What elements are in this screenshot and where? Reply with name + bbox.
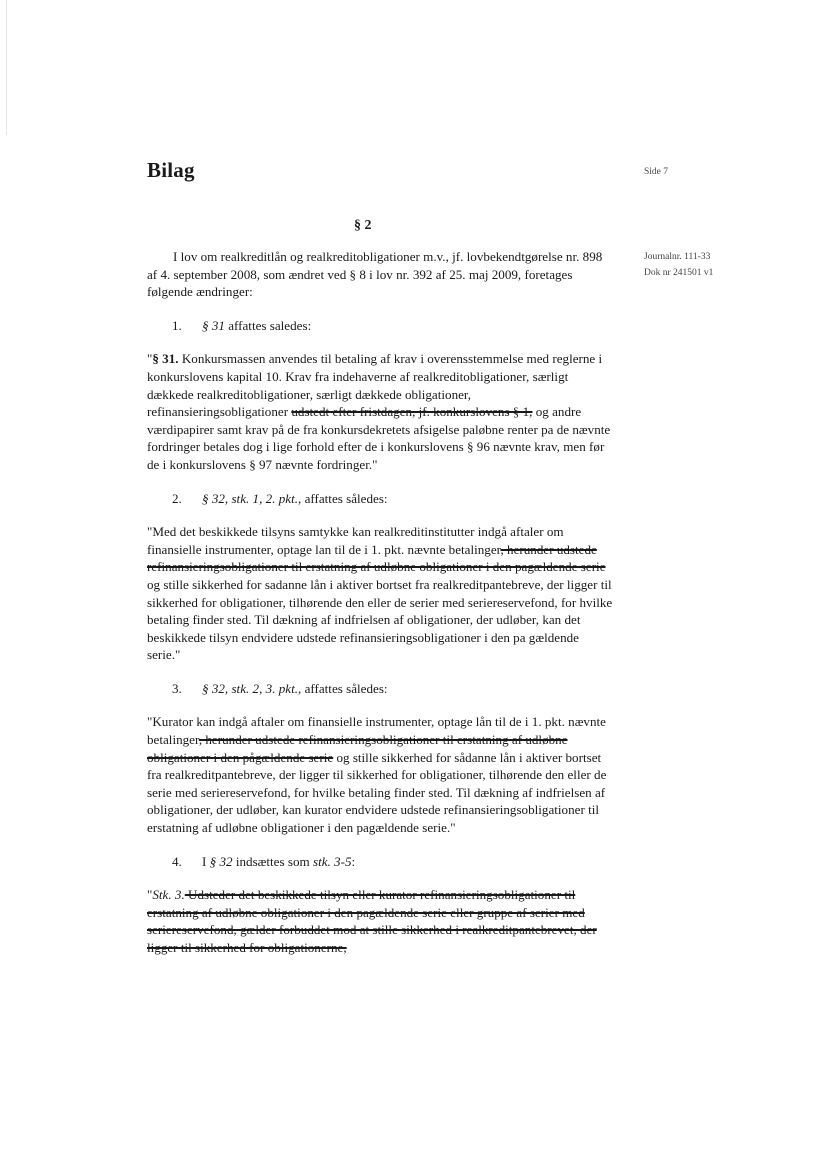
amendment-reference: § 31: [202, 317, 225, 333]
amendment-4-text: [147, 886, 615, 956]
amendment-3-heading: [172, 680, 615, 698]
amendment-reference: § 32, stk. 2, 3. pkt.: [202, 680, 299, 696]
amendment-tail: :: [351, 853, 356, 869]
struck-text: , herunder udstede refinansieringsobligationer til erstatning af udløbne obligationer i den pagældende serie: [147, 541, 606, 575]
intro-paragraph: I lov om realkreditlån og realkreditobligationer m.v., jf. lovbekendtgørelse nr. 898 af 4. september 2008, som ændret ved § 8 i lov nr. 392 af 25. maj 2009, foretages følgende ændringer:: [147, 249, 603, 300]
amendment-2-heading: [172, 490, 615, 508]
amendment-prefix: I: [202, 853, 210, 869]
amendment-2-text: [147, 523, 615, 664]
quote-open: ": [147, 351, 153, 367]
amendment-1-heading: [172, 317, 615, 335]
quote-text: "Kurator kan indgå aftaler om finansielle instrumenter, optage lån til de i 1. pkt. nævnte betalinger: [147, 714, 606, 748]
amendment-3-text: [147, 713, 615, 836]
left-margin-rule: [6, 0, 7, 135]
amendment-1-text: [147, 350, 615, 473]
quote-text: "Med det beskikkede tilsyns samtykke kan realkreditinstitutter indgå aftaler om finansielle instrumenter, optage lan til de i 1. pkt. nævnte betalinger: [147, 524, 564, 557]
struck-text: Udsteder det beskikkede tilsyn eller kurator refinansieringsobligationer til erstatning af udløbne obligationer i den pagældende serie eller gruppe af serier med seriereservefond, gælder forbuddet mod at stille sikkerhed i realkreditpantebrevet, der ligger til sikkerhed for obligationerne,: [147, 887, 597, 955]
amendment-number: 2.: [172, 490, 182, 506]
amendment-reference: § 32: [209, 853, 233, 869]
amendment-tail: affattes saledes:: [224, 317, 312, 333]
document-body: [147, 248, 615, 957]
page-label: Side 7: [644, 167, 669, 177]
quote-text: Konkursmassen anvendes til betaling af krav i overensstemmelse med reglerne i konkurslovens kapital 10. Krav fra indehaverne af realkreditobligationer, særligt dækkede realkreditobligationer, særligt dækkede obligationer, refinansieringsobligationer: [147, 351, 603, 420]
journal-number: Journalnr. 111-33: [644, 252, 711, 262]
amendment-number: 4.: [172, 853, 182, 869]
amendment-number: 3.: [172, 680, 182, 696]
amendment-subsections: stk. 3-5: [312, 853, 352, 869]
struck-text: , herunder udstede refinansieringsobligationer til erstatning af udløbne obligationer i den pågældende serie: [147, 732, 568, 765]
paragraph-lead: § 31.: [152, 351, 179, 367]
quote-text: og andre værdipapirer samt krav på de fra konkursdekretets afsigelse paløbne renter pa de nævnte fordringer betales dog i lige forhold efter de i konkurslovens § 96 nævnte krav, men før de i konkurslovens § 97 nævnte fordringer.": [147, 404, 611, 472]
amendment-reference: § 32, stk. 1, 2. pkt.: [202, 490, 299, 506]
amendment-number: 1.: [172, 317, 182, 333]
subsection-lead: Stk. 3.: [152, 887, 185, 903]
document-number: Dok nr 241501 v1: [644, 268, 714, 278]
page-title: Bilag: [147, 158, 195, 182]
amendment-tail: , affattes således:: [298, 490, 388, 506]
quote-text: og stille sikkerhed for sadanne lån i aktiver bortset fra realkreditpantebreve, der ligger til sikkerhed for obligationer, tilhørende den eller de serier med seriereservefond, for hvilke betaling finder sted. Til dækning af indfrielsen af obligationer, der udløber, kan det beskikkede tilsyn endvidere udstede refinansieringsobligationer i den pa gældende serie.": [147, 576, 613, 663]
struck-text: udstedt efter fristdagen, jf. konkurslovens § 1,: [291, 404, 533, 420]
quote-text: og stille sikkerhed for sådanne lån i aktiver bortset fra realkreditpantebreve, der ligger til sikkerhed for obligationer, tilhørende den eller de serie med seriereservefond, for hvilke betaling finder sted. Til dækning af indfrielsen af obligationer, der udløber, kan kurator endvidere udstede refinansieringsobligationer til erstatning af udløbne obligationer i den pagældende serie.": [147, 749, 607, 836]
quote-open: ": [147, 887, 153, 903]
section-heading: § 2: [354, 218, 372, 233]
amendment-tail: , affattes således:: [298, 680, 388, 696]
amendment-mid: indsættes som: [232, 853, 313, 869]
amendment-4-heading: [172, 853, 615, 871]
